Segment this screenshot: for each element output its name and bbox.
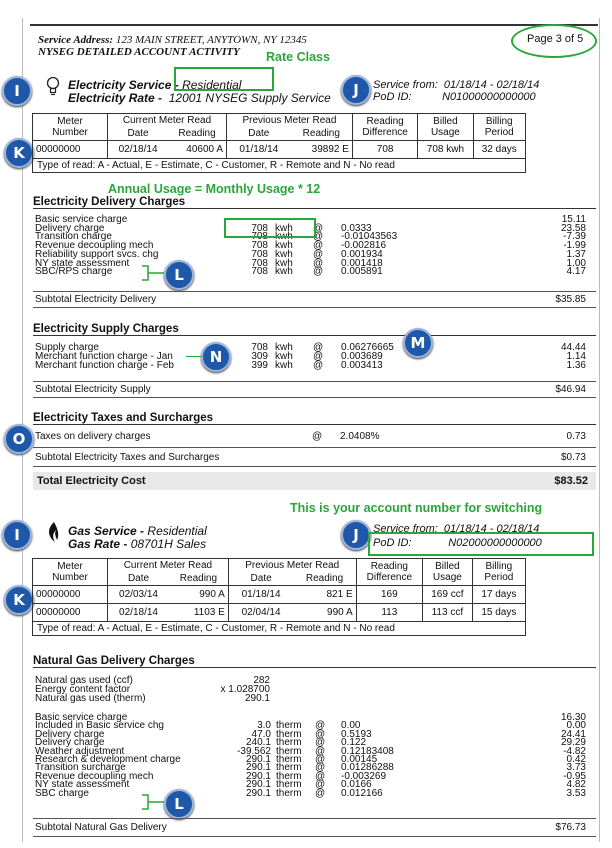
charge-amount: 1.37 <box>566 248 586 260</box>
col-previous-read <box>228 559 356 573</box>
gas-conversion-label: Energy content factor <box>35 684 131 695</box>
total-bar <box>33 472 596 490</box>
charge-qty: 708 <box>251 231 268 243</box>
charge-at: @ <box>313 360 324 371</box>
supply-subtotal-label: Subtotal Electricity Supply <box>35 384 151 395</box>
charge-label: Basic service charge <box>35 214 128 225</box>
delivery-section-title: Electricity Delivery Charges <box>33 196 596 209</box>
charge-label: Revenue decoupling mech <box>35 240 154 252</box>
charge-amount: 1.00 <box>566 257 586 269</box>
current-read-header: Current Meter Read <box>122 115 212 126</box>
charge-qty: 290.1 <box>245 770 271 782</box>
rate-class-box <box>174 67 274 91</box>
charge-rate: 0.01286288 <box>341 762 394 774</box>
previous-reading-type: E <box>342 144 349 155</box>
delivery-subtotal: $35.85 <box>555 294 586 305</box>
previous-read-header: Previous Meter Read <box>245 560 340 571</box>
charge-at: @ <box>315 720 326 732</box>
taxes-subtotal: $0.73 <box>560 452 586 463</box>
charge-at: @ <box>313 257 324 269</box>
charge-amount: 0.00 <box>566 720 586 732</box>
marker-m: M <box>403 328 433 358</box>
marker-i-gas: I <box>2 520 32 550</box>
gas-rule-bottom <box>33 836 596 837</box>
marker-j-electric: J <box>341 75 371 105</box>
charge-at: @ <box>313 342 324 353</box>
meter-number: 00000000 <box>33 141 108 159</box>
charge-unit: therm <box>276 787 302 799</box>
charge-qty: 399 <box>251 360 268 371</box>
current-reading-value: 40600 <box>186 144 215 155</box>
bracket-icon <box>140 264 166 282</box>
billing-period: 15 days <box>472 604 525 622</box>
charge-label: Delivery charge <box>35 222 105 234</box>
charge-label: Delivery charge <box>35 737 105 749</box>
account-number-note: This is your account number for switching <box>290 501 543 515</box>
charge-rate: 0.00145 <box>341 754 378 765</box>
charge-qty: 240.1 <box>245 737 271 749</box>
charge-unit: kwh <box>275 351 293 362</box>
charge-rate: 0.06276665 <box>341 342 394 353</box>
type-of-read: Type of read: A - Actual, E - Estimate, C - Customer, R - Remote and N - No read <box>33 159 526 173</box>
charge-unit: therm <box>276 770 302 782</box>
charge-label: Revenue decoupling mech <box>35 770 154 782</box>
marker-n: N <box>201 342 231 372</box>
delivery-kwh-box <box>224 218 316 238</box>
charge-unit: kwh <box>275 266 293 278</box>
reading-difference: 113 <box>356 604 422 622</box>
charge-rate: -0.01043563 <box>341 231 398 243</box>
type-of-read-row <box>33 622 526 636</box>
col-billing-period: Billing Period <box>472 559 525 586</box>
previous-reading <box>291 141 353 159</box>
charge-amount: -7.39 <box>563 231 586 243</box>
charge-qty: -39.562 <box>237 745 271 757</box>
charge-at: @ <box>315 770 326 782</box>
meter-header-row <box>33 114 526 128</box>
charge-rate: 0.5193 <box>341 728 372 740</box>
taxes-row-rate: 2.0408% <box>340 431 380 442</box>
gas-service-label: Gas Service - <box>68 524 145 538</box>
current-reading <box>168 141 226 159</box>
marker-i-electric: I <box>2 76 32 106</box>
col-current-read <box>108 559 229 573</box>
previous-reading <box>293 586 356 604</box>
charge-rate: -0.003269 <box>341 770 387 782</box>
charge-unit: therm <box>276 779 302 791</box>
sub-date: Date <box>108 127 169 141</box>
rate-class-note: Rate Class <box>266 50 330 64</box>
charge-rate: 0.12183408 <box>341 745 394 757</box>
charge-unit: kwh <box>275 257 293 269</box>
sub-reading: Reading <box>169 572 228 586</box>
reading-difference: 169 <box>356 586 422 604</box>
electric-pod-label: PoD ID: <box>373 91 412 103</box>
charge-at: @ <box>315 728 326 740</box>
electric-service-from-value: 01/18/14 - 02/18/14 <box>443 79 540 91</box>
sub-reading: Reading <box>168 127 226 141</box>
billing-period: 32 days <box>473 141 525 159</box>
charge-at: @ <box>315 754 326 765</box>
current-date: 02/18/14 <box>108 604 170 622</box>
charge-amount: 16.30 <box>560 712 586 723</box>
col-reading-diff: Reading Difference <box>356 559 422 586</box>
charge-unit: kwh <box>275 222 293 234</box>
supply-rule <box>33 381 596 382</box>
charge-amount: 1.36 <box>566 360 586 371</box>
gas-pod-label: PoD ID: <box>373 537 412 549</box>
table-row <box>33 586 526 604</box>
meter-number: 00000000 <box>33 586 108 604</box>
sub-date-prev: Date <box>228 572 293 586</box>
col-previous-read <box>227 114 353 128</box>
charge-at: @ <box>313 222 324 234</box>
charge-qty: 290.1 <box>245 787 271 799</box>
previous-reading-value: 821 <box>326 589 344 600</box>
previous-reading-type: E <box>345 589 353 600</box>
charge-label: NY state assessment <box>35 257 130 269</box>
sub-reading-prev: Reading <box>291 127 353 141</box>
charge-unit: therm <box>276 737 302 749</box>
taxes-row-label: Taxes on delivery charges <box>35 431 151 442</box>
charge-label: SBC/RPS charge <box>35 266 113 278</box>
electric-service-label: Electricity Service - <box>68 78 179 92</box>
charge-amount: 24.41 <box>560 728 586 740</box>
current-reading-type: E <box>218 607 225 618</box>
current-reading-value: 1103 <box>193 607 216 618</box>
total-value: $83.52 <box>554 475 588 487</box>
charge-label: Research & development charge <box>35 754 181 765</box>
charge-at: @ <box>315 745 326 757</box>
billed-usage: 113 ccf <box>423 604 473 622</box>
col-billed-usage: Billed Usage <box>423 559 473 586</box>
gas-subtotal-label: Subtotal Natural Gas Delivery <box>35 822 167 833</box>
charge-amount: 44.44 <box>560 342 586 353</box>
previous-reading-value: 990 <box>327 607 344 618</box>
marker-o: O <box>4 424 34 454</box>
gas-service-value: Residential <box>147 524 207 538</box>
doc-title: NYSEG DETAILED ACCOUNT ACTIVITY <box>38 46 240 58</box>
previous-reading-type: A <box>345 607 353 618</box>
charge-unit: kwh <box>275 248 293 260</box>
gas-rule <box>33 818 596 819</box>
flame-icon <box>46 521 60 543</box>
charge-qty: 47.0 <box>251 728 271 740</box>
previous-reading-value: 39892 <box>311 144 340 155</box>
charge-amount: 4.82 <box>566 779 586 791</box>
charge-qty: 708 <box>251 240 268 252</box>
gas-conversion-label: Natural gas used (therm) <box>35 693 146 704</box>
electric-meter-table <box>32 113 526 173</box>
taxes-row-at: @ <box>312 431 323 442</box>
previous-reading <box>293 604 356 622</box>
marker-j-gas: J <box>341 520 371 550</box>
charge-qty: 290.1 <box>245 779 271 791</box>
lightbulb-icon <box>46 76 60 96</box>
col-meter-number: Meter Number <box>33 559 108 586</box>
charge-label: Basic service charge <box>35 712 128 723</box>
service-address-value: 123 MAIN STREET, ANYTOWN, NY 12345 <box>115 34 307 46</box>
gas-conversion-value: x 1.028700 <box>220 684 270 695</box>
charge-amount: 29.29 <box>560 737 586 749</box>
marker-k-gas: K <box>4 585 34 615</box>
charge-unit: kwh <box>275 231 293 243</box>
meter-number: 00000000 <box>33 604 108 622</box>
delivery-rule-bottom <box>33 307 596 308</box>
gas-rate-line <box>68 537 206 551</box>
charge-rate: 0.00 <box>341 720 361 732</box>
charge-qty: 708 <box>251 248 268 260</box>
charge-label: Weather adjustment <box>35 745 125 757</box>
sub-date: Date <box>108 572 170 586</box>
charge-at: @ <box>313 231 324 243</box>
charge-label: NY state assessment <box>35 779 130 791</box>
charge-at: @ <box>315 779 326 791</box>
service-address <box>38 34 307 46</box>
current-read-header: Current Meter Read <box>123 560 213 571</box>
charge-label: SBC charge <box>35 787 89 799</box>
charge-rate: -0.002816 <box>341 240 387 252</box>
charge-qty: 290.1 <box>245 754 271 765</box>
current-reading-value: 990 <box>199 589 216 600</box>
charge-qty: 708 <box>251 266 268 278</box>
electric-rate-value: 12001 NYSEG Supply Service <box>168 91 331 105</box>
charge-at: @ <box>313 240 324 252</box>
gas-conversion-value: 290.1 <box>244 693 270 704</box>
gas-service-from-label: Service from: <box>373 523 438 535</box>
col-billing-period: Billing Period <box>473 114 525 141</box>
meter-header-row <box>33 559 526 573</box>
charge-at: @ <box>313 248 324 260</box>
col-meter-number: Meter Number <box>33 114 108 141</box>
current-reading <box>169 604 228 622</box>
col-reading-diff: Reading Difference <box>352 114 417 141</box>
charge-label: Transition surcharge <box>35 762 126 774</box>
charge-unit: therm <box>276 728 302 740</box>
gas-meter-table <box>32 558 526 636</box>
charge-rate: 0.003689 <box>341 351 383 362</box>
reading-difference: 708 <box>352 141 417 159</box>
total-label: Total Electricity Cost <box>37 475 146 487</box>
charge-amount: 3.73 <box>566 762 586 774</box>
electric-pod <box>373 91 536 103</box>
charge-qty: 708 <box>251 342 268 353</box>
charge-qty: 3.0 <box>257 720 271 732</box>
charge-at: @ <box>313 266 324 278</box>
col-current-read <box>108 114 227 128</box>
electric-service-from-label: Service from: <box>373 79 438 91</box>
charge-rate: 0.0166 <box>341 779 372 791</box>
charge-unit: kwh <box>275 360 293 371</box>
current-date: 02/03/14 <box>108 586 170 604</box>
charge-label: Reliability support svcs. chg <box>35 248 159 260</box>
table-row <box>33 604 526 622</box>
service-address-label: Service Address: <box>38 34 114 46</box>
marker-l-gas: L <box>164 789 194 819</box>
previous-date: 02/04/14 <box>228 604 293 622</box>
gas-conversion-label: Natural gas used (ccf) <box>35 675 133 686</box>
charge-unit: therm <box>276 754 302 765</box>
taxes-section-title: Electricity Taxes and Surcharges <box>33 412 596 425</box>
charge-label: Transition charge <box>35 231 112 243</box>
sub-reading-prev: Reading <box>293 572 356 586</box>
charge-rate: 0.005891 <box>341 266 383 278</box>
taxes-subtotal-label: Subtotal Electricity Taxes and Surcharges <box>35 452 220 463</box>
gas-rate-label: Gas Rate - <box>68 537 128 551</box>
previous-date: 01/18/14 <box>227 141 291 159</box>
charge-amount: 23.58 <box>560 222 586 234</box>
charge-label: Included in Basic service chg <box>35 720 164 732</box>
charge-unit: kwh <box>275 342 293 353</box>
charge-label: Merchant function charge - Jan <box>35 351 173 362</box>
gas-delivery-section-title: Natural Gas Delivery Charges <box>33 655 596 668</box>
charge-unit: therm <box>276 720 302 732</box>
top-rule <box>30 24 598 26</box>
current-reading-type: A <box>218 589 225 600</box>
electric-service-from <box>373 79 539 91</box>
page-number: Page 3 of 5 <box>527 33 584 45</box>
charge-amount: 15.11 <box>561 214 586 225</box>
charge-amount: -4.82 <box>563 745 586 757</box>
table-row <box>33 141 526 159</box>
charge-label: Supply charge <box>35 342 99 353</box>
delivery-rule <box>33 291 596 292</box>
taxes-rule <box>33 447 596 448</box>
billed-usage: 708 kwh <box>418 141 473 159</box>
charge-rate: 0.001418 <box>341 257 383 269</box>
col-billed-usage: Billed Usage <box>418 114 473 141</box>
supply-rule-bottom <box>33 397 596 398</box>
previous-read-header: Previous Meter Read <box>242 115 337 126</box>
type-of-read-row <box>33 159 526 173</box>
sub-date-prev: Date <box>227 127 291 141</box>
charge-label: Merchant function charge - Feb <box>35 360 174 371</box>
charge-at: @ <box>315 762 326 774</box>
charge-amount: -1.99 <box>563 240 586 252</box>
gas-conversion-value: 282 <box>253 675 270 686</box>
charge-qty: 708 <box>251 257 268 269</box>
taxes-rule-bottom <box>33 466 596 467</box>
previous-date: 01/18/14 <box>228 586 293 604</box>
charge-rate: 0.0333 <box>341 222 372 234</box>
gas-service-line <box>68 524 207 538</box>
charge-amount: 3.53 <box>566 787 586 799</box>
billing-period: 17 days <box>472 586 525 604</box>
annual-usage-note: Annual Usage = Monthly Usage * 12 <box>108 182 321 196</box>
charge-unit: kwh <box>275 240 293 252</box>
charge-qty: 290.1 <box>245 762 271 774</box>
gas-rate-value: 08701H Sales <box>130 537 207 551</box>
charge-at: @ <box>315 737 326 749</box>
marker-l-electric: L <box>164 260 194 290</box>
electric-rate-line <box>68 91 331 105</box>
charge-at: @ <box>313 351 324 362</box>
n-connector <box>186 356 202 357</box>
billed-usage: 169 ccf <box>423 586 473 604</box>
bracket-icon <box>140 793 166 811</box>
taxes-row-amount: 0.73 <box>566 431 586 442</box>
charge-amount: 4.17 <box>566 266 586 278</box>
type-of-read: Type of read: A - Actual, E - Estimate, C - Customer, R - Remote and N - No read <box>33 622 526 636</box>
charge-label: Delivery charge <box>35 728 105 740</box>
electric-pod-value: N01000000000000 <box>442 91 536 103</box>
gas-subtotal: $76.73 <box>555 822 586 833</box>
electric-service-value: Residential <box>182 78 242 92</box>
gas-service-from-value: 01/18/14 - 02/18/14 <box>443 523 540 535</box>
charge-unit: therm <box>276 745 302 757</box>
marker-k-electric: K <box>4 138 34 168</box>
current-date: 02/18/14 <box>108 141 169 159</box>
current-reading-type: A <box>216 144 223 155</box>
supply-subtotal: $46.94 <box>555 384 586 395</box>
delivery-subtotal-label: Subtotal Electricity Delivery <box>35 294 157 305</box>
charge-amount: 0.42 <box>566 754 586 765</box>
supply-section-title: Electricity Supply Charges <box>33 323 596 336</box>
charge-rate: 0.012166 <box>341 787 383 799</box>
gas-pod <box>373 537 542 549</box>
charge-qty: 708 <box>251 222 268 234</box>
charge-at: @ <box>315 787 326 799</box>
charge-unit: therm <box>276 762 302 774</box>
charge-amount: 1.14 <box>566 351 586 362</box>
charge-qty: 309 <box>251 351 268 362</box>
charge-amount: -0.95 <box>563 770 586 782</box>
electric-rate-label: Electricity Rate - <box>68 91 163 105</box>
gas-pod-value: N02000000000000 <box>448 537 542 549</box>
charge-rate: 0.122 <box>341 737 367 749</box>
charge-rate: 0.003413 <box>341 360 383 371</box>
current-reading <box>169 586 228 604</box>
charge-rate: 0.001934 <box>341 248 383 260</box>
